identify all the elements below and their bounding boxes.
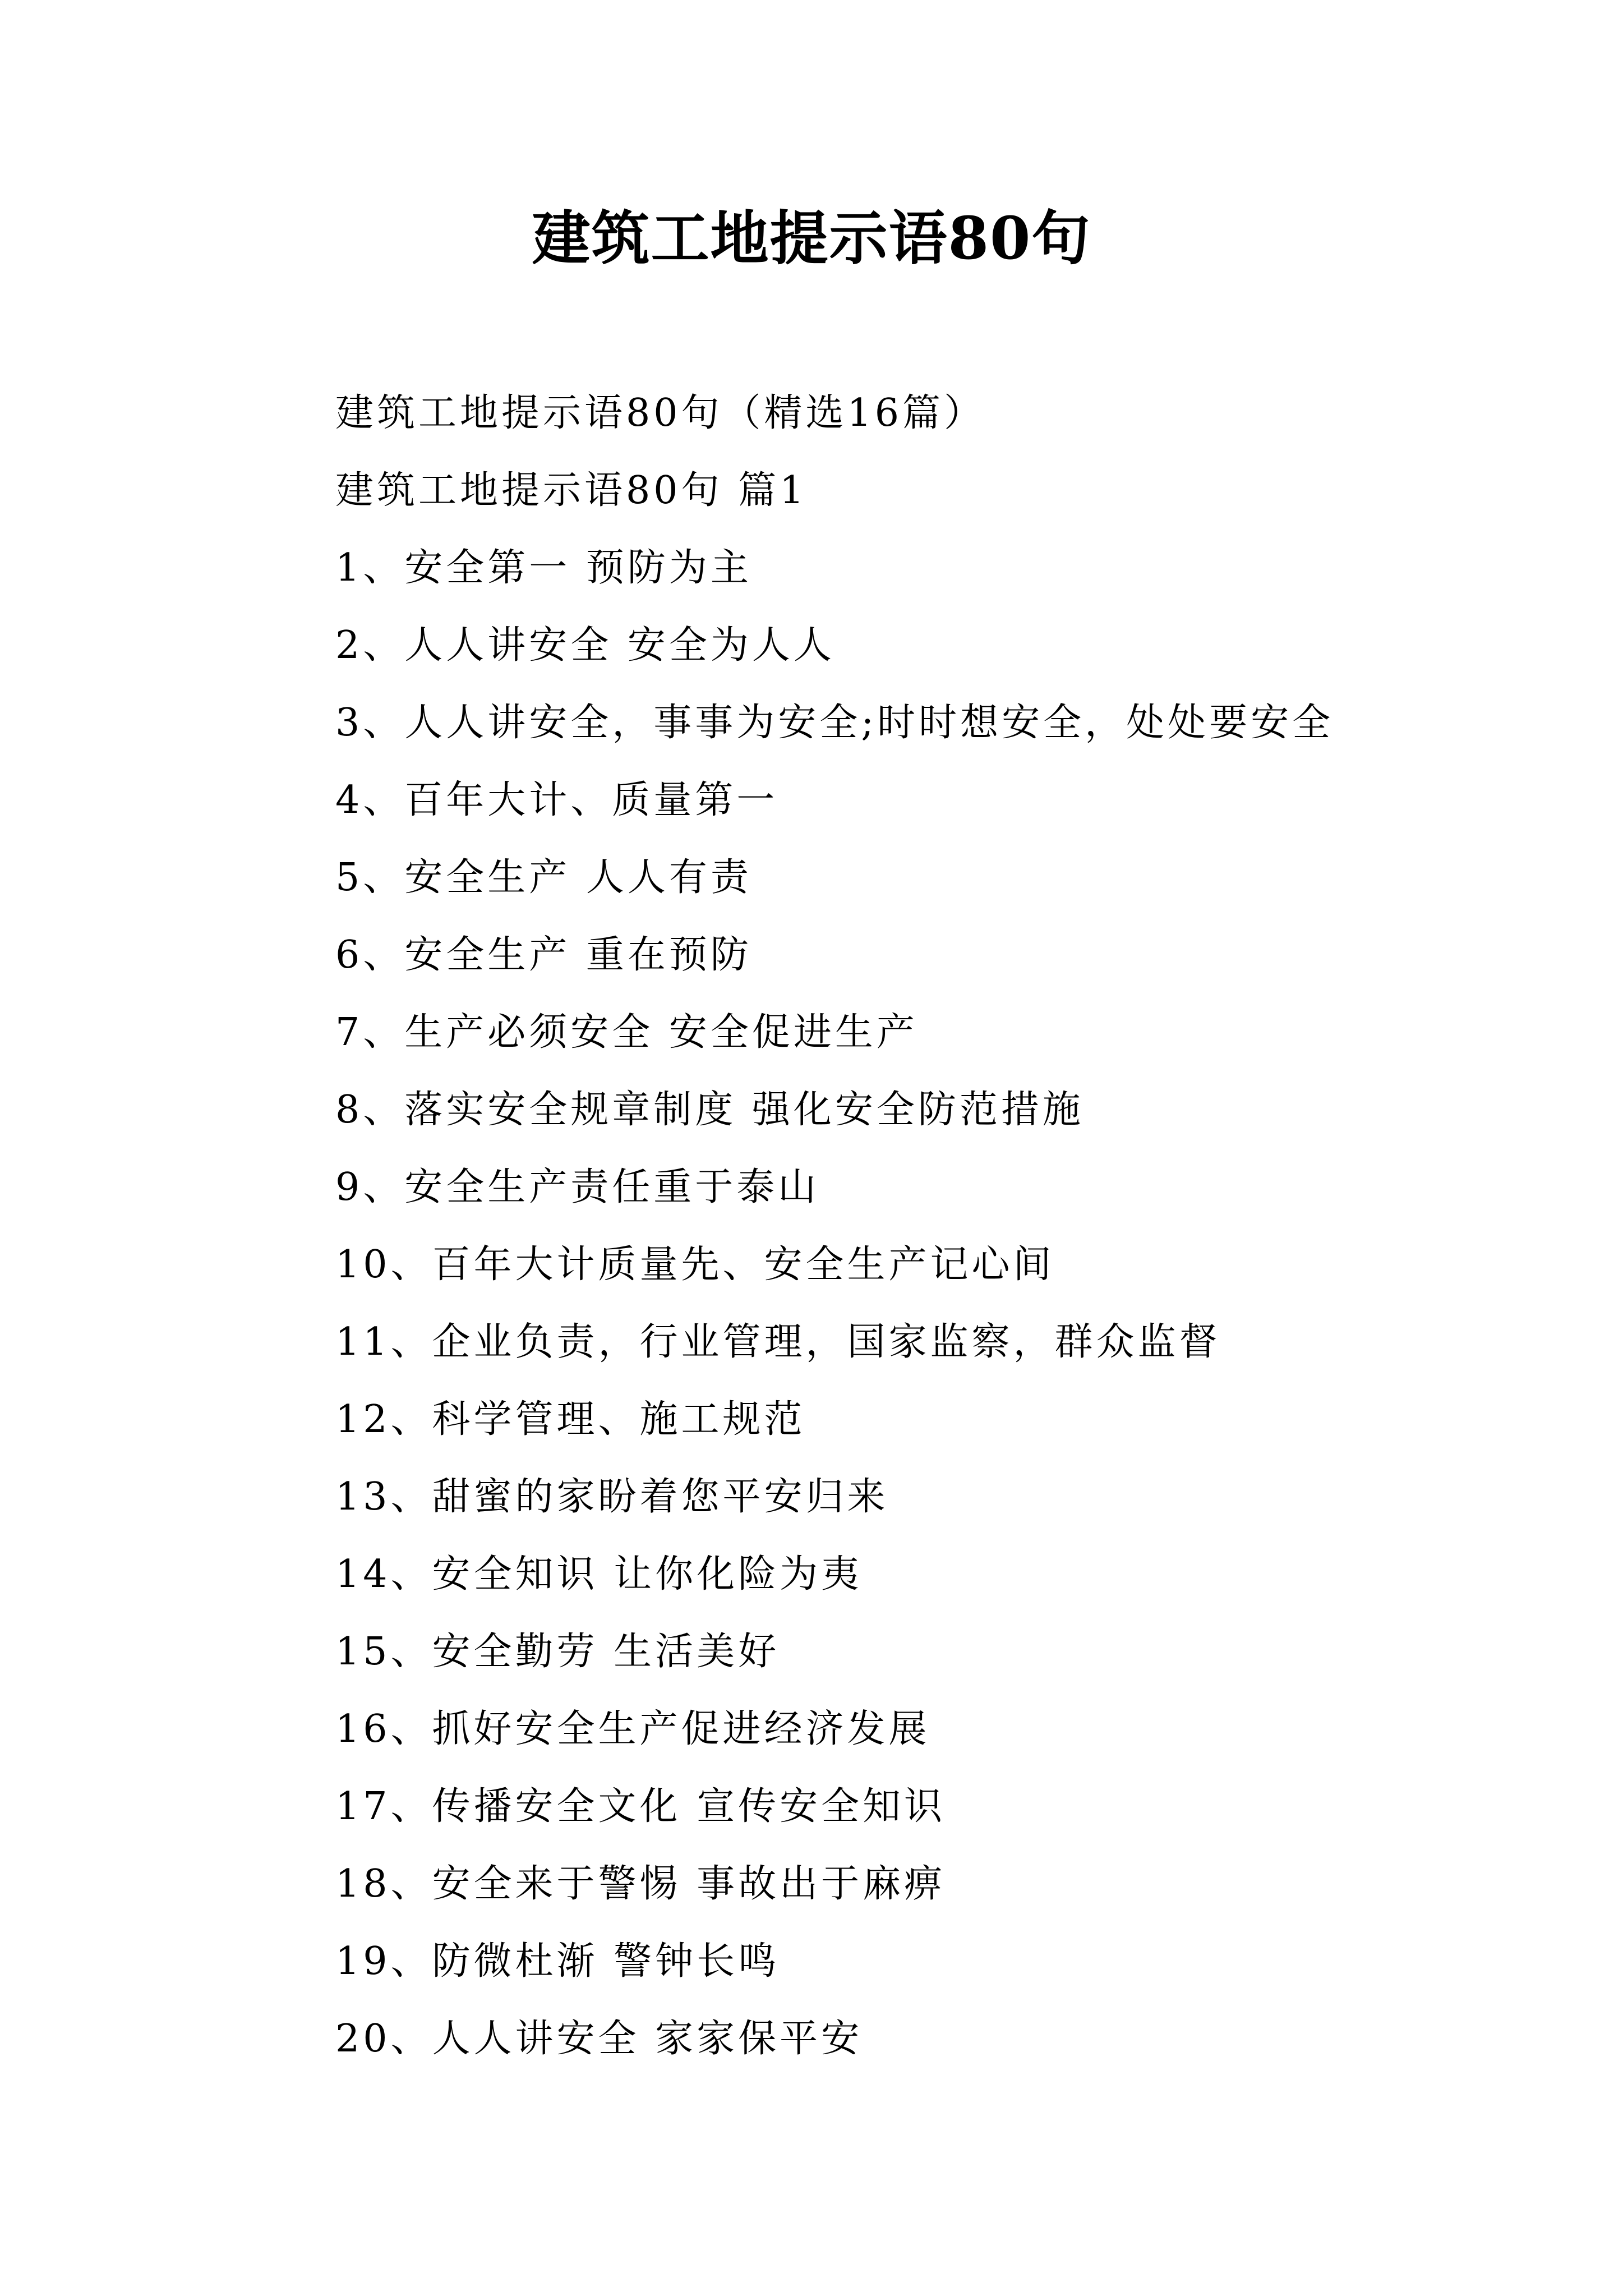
list-item: 3、人人讲安全，事事为安全;时时想安全，处处要安全: [335, 701, 1334, 745]
list-item: 6、安全生产 重在预防: [335, 933, 752, 977]
document-title: 建筑工地提示语80句: [532, 204, 1091, 273]
list-item: 15、安全勤劳 生活美好: [335, 1630, 780, 1674]
list-item: 12、科学管理、施工规范: [335, 1397, 806, 1442]
list-item: 11、企业负责，行业管理，国家监察，群众监督: [335, 1320, 1221, 1364]
list-item: 16、抓好安全生产促进经济发展: [335, 1707, 930, 1751]
document-subtitle: 建筑工地提示语80句（精选16篇）: [335, 391, 986, 435]
list-item: 5、安全生产 人人有责: [335, 855, 752, 900]
list-item: 10、百年大计质量先、安全生产记心间: [335, 1243, 1055, 1287]
list-item: 8、落实安全规章制度 强化安全防范措施: [335, 1088, 1084, 1132]
list-item: 20、人人讲安全 家家保平安: [335, 2017, 863, 2061]
document-body: [335, 375, 1541, 2078]
list-item: 4、百年大计、质量第一: [335, 778, 778, 822]
list-item: 13、甜蜜的家盼着您平安归来: [335, 1475, 889, 1519]
list-item: 14、安全知识 让你化险为夷: [335, 1552, 863, 1596]
section-heading: 建筑工地提示语80句 篇1: [335, 468, 808, 513]
list-item: 19、防微杜渐 警钟长鸣: [335, 1939, 780, 1984]
list-item: 18、安全来于警惕 事故出于麻痹: [335, 1862, 946, 1906]
list-item: 1、安全第一 预防为主: [335, 546, 752, 590]
list-item: 2、人人讲安全 安全为人人: [335, 623, 835, 668]
list-item: 7、生产必须安全 安全促进生产: [335, 1010, 918, 1055]
list-item: 17、传播安全文化 宣传安全知识: [335, 1784, 946, 1829]
list-item: 9、安全生产责任重于泰山: [335, 1165, 820, 1209]
